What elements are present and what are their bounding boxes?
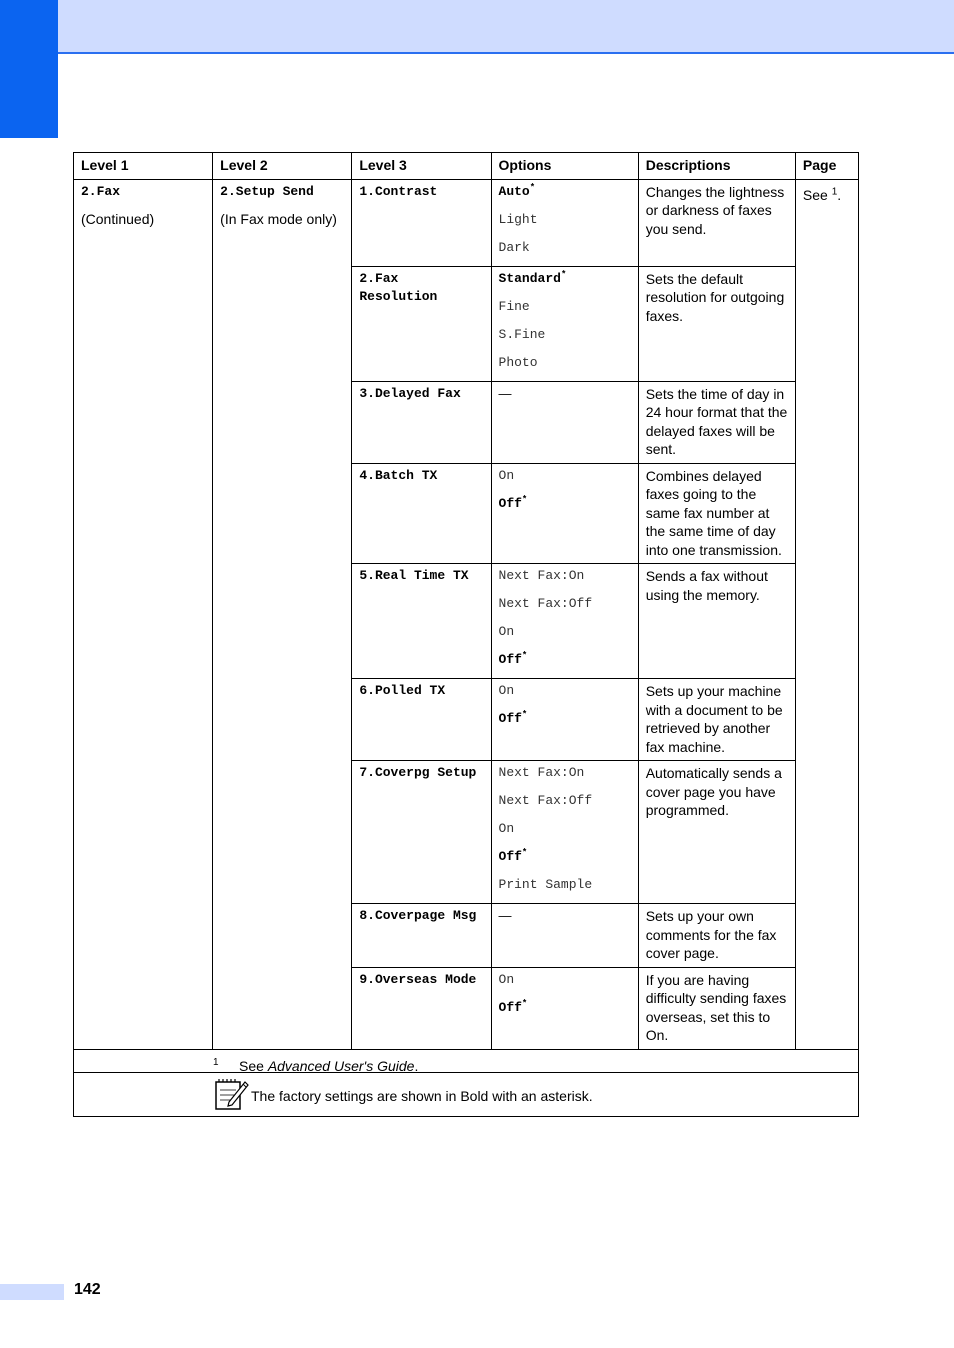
description-text: Sets the time of day in 24 hour format that the delayed faxes will be sent. (645, 385, 788, 457)
option-item: On (498, 624, 515, 639)
level3-label: 7.Coverpg Setup (359, 765, 477, 780)
option-item: Next Fax:On (498, 765, 585, 780)
table-header-row (74, 153, 859, 180)
description-text: Automatically sends a cover page you have programmed. (645, 765, 782, 818)
options-cell (491, 179, 638, 266)
option-item: Dark (498, 239, 530, 255)
option-item: Next Fax:On (498, 568, 585, 583)
level3-cell (352, 904, 491, 968)
options-cell (491, 967, 638, 1049)
description-cell (638, 564, 795, 679)
description-text: Sets the default resolution for outgoing faxes. (645, 270, 785, 324)
header-level3: Level 3 (352, 153, 491, 180)
option-item: On (498, 683, 515, 698)
level3-label: 2.Fax Resolution (359, 270, 438, 304)
header-level2: Level 2 (213, 153, 352, 180)
option-item: Next Fax:Off (498, 793, 593, 808)
description-text: Changes the lightness or darkness of faxes you send. (645, 183, 785, 237)
level3-cell (352, 967, 491, 1049)
level1-note: (Continued) (81, 210, 155, 227)
option-item: Off* (498, 650, 528, 667)
option-item: Next Fax:Off (498, 596, 593, 611)
option-item: Standard* (498, 269, 567, 286)
description-text: Sends a fax without using the memory. (645, 568, 768, 603)
description-cell (638, 381, 795, 463)
option-item: — (498, 908, 512, 923)
page-cell (795, 179, 858, 1049)
header-descriptions: Descriptions (638, 153, 795, 180)
footnote (74, 1050, 858, 1072)
option-item: Off* (498, 494, 528, 511)
default-asterisk: * (521, 650, 528, 661)
level2-cell (213, 179, 352, 1049)
description-text: Sets up your own comments for the fax cover page. (645, 908, 777, 961)
level3-cell (352, 381, 491, 463)
level3-label: 4.Batch TX (359, 467, 438, 483)
option-item: On (498, 467, 515, 483)
level3-cell (352, 761, 491, 904)
default-asterisk: * (521, 998, 528, 1009)
level3-label: 8.Coverpage Msg (359, 908, 477, 923)
description-text: Combines delayed faxes going to the same fax number at the same time of day into one transmission. (645, 467, 782, 558)
chapter-tab (0, 0, 58, 138)
level3-cell (352, 679, 491, 761)
options-cell (491, 761, 638, 904)
level3-cell (352, 179, 491, 266)
default-asterisk: * (529, 182, 536, 193)
page-number-tab (0, 1284, 64, 1300)
header-options: Options (491, 153, 638, 180)
description-cell (638, 266, 795, 381)
option-item: — (498, 385, 512, 401)
description-cell (638, 761, 795, 904)
option-item: On (498, 971, 515, 987)
description-cell (638, 679, 795, 761)
level1-code: 2.Fax (81, 183, 121, 199)
options-cell (491, 904, 638, 968)
note-row (74, 1072, 859, 1116)
options-cell (491, 266, 638, 381)
footnote-number: 1 (213, 1056, 219, 1068)
level3-label: 3.Delayed Fax (359, 385, 461, 401)
level3-label: 1.Contrast (359, 183, 438, 199)
description-cell (638, 967, 795, 1049)
level3-label: 6.Polled TX (359, 683, 446, 698)
level3-cell (352, 564, 491, 679)
level1-cell (74, 179, 213, 1049)
description-cell (638, 904, 795, 968)
level2-note: (In Fax mode only) (220, 210, 337, 227)
level3-cell (352, 463, 491, 564)
description-text: Sets up your machine with a document to be retrieved by another fax machine. (645, 683, 783, 755)
option-item: Auto* (498, 182, 536, 199)
option-item: Photo (498, 354, 538, 370)
table-row (74, 179, 859, 266)
option-item: Off* (498, 847, 528, 864)
description-cell (638, 463, 795, 564)
default-asterisk: * (521, 709, 528, 720)
page-reference: See $^1$. (802, 185, 842, 203)
option-item: Fine (498, 298, 530, 314)
footnote-text: See Advanced User's Guide. (239, 1057, 419, 1074)
option-item: S.Fine (498, 326, 546, 342)
level2-code: 2.Setup Send (220, 183, 314, 199)
options-cell (491, 463, 638, 564)
header-page: Page (795, 153, 858, 180)
option-item: Light (498, 211, 538, 227)
level3-label: 9.Overseas Mode (359, 971, 477, 987)
level3-label: 5.Real Time TX (359, 568, 469, 583)
option-item: Off* (498, 709, 528, 726)
page-number: 142 (74, 1281, 101, 1298)
options-cell (491, 564, 638, 679)
fax-menu-table (73, 152, 859, 1117)
footnote-row (74, 1049, 859, 1072)
options-cell (491, 381, 638, 463)
description-text: If you are having difficulty sending faxes overseas, set this to On. (645, 971, 787, 1043)
default-asterisk: * (521, 847, 528, 858)
default-asterisk: * (521, 494, 528, 505)
note-pad-icon (213, 1076, 249, 1112)
level3-cell (352, 266, 491, 381)
option-item: Off* (498, 998, 528, 1015)
header-level1: Level 1 (74, 153, 213, 180)
note (74, 1073, 858, 1116)
options-cell (491, 679, 638, 761)
default-asterisk: * (560, 269, 567, 280)
option-item: Print Sample (498, 877, 593, 892)
note-text: The factory settings are shown in Bold with an asterisk. (251, 1087, 593, 1104)
description-cell (638, 179, 795, 266)
header-band (58, 0, 954, 54)
option-item: On (498, 821, 515, 836)
